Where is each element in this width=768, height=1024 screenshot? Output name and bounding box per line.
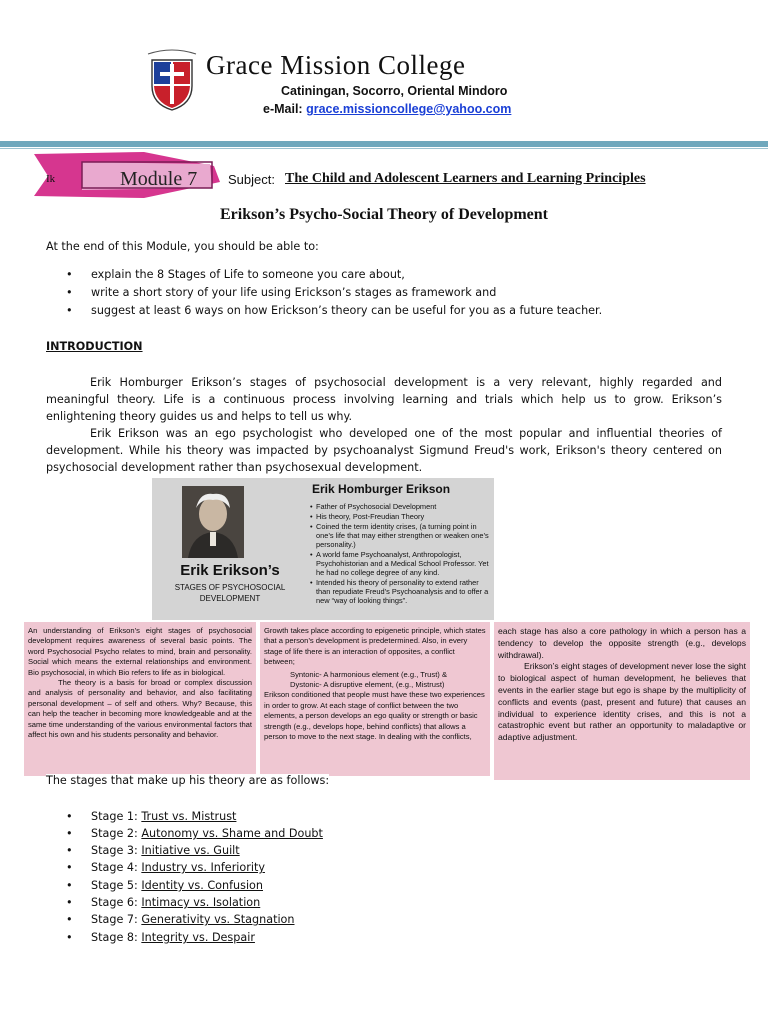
stage-name: Trust vs. Mistrust — [141, 810, 237, 823]
stage-item: • Stage 7: Generativity vs. Stagnation — [66, 913, 295, 926]
stage-name: Industry vs. Inferiority — [141, 861, 265, 874]
header-divider — [0, 141, 768, 147]
info-box-paragraph: Growth takes place according to epigenetic principle, which states that a person’s development is predetermined. Also, in every stage of life there is an interaction of opposites, a conflict between; — [264, 626, 486, 667]
objective-item: • write a short story of your life using Erickson’s stages as framework and — [66, 286, 497, 299]
stage-item: • Stage 1: Trust vs. Mistrust — [66, 810, 237, 823]
info-box-epigenetic — [260, 622, 490, 776]
stage-item: • Stage 8: Integrity vs. Despair — [66, 931, 255, 944]
objective-item: • suggest at least 6 ways on how Erickson’s theory can be useful for you as a future teacher. — [66, 304, 603, 317]
infographic-panel-title: Erik Homburger Erikson — [312, 482, 451, 496]
erikson-portrait-image — [182, 486, 244, 558]
info-box-dystonic: Dystonic- A disruptive element, (e.g., Mistrust) — [290, 680, 445, 690]
stage-label: Stage 5: — [91, 879, 138, 892]
stages-intro: The stages that make up his theory are as follows: — [46, 774, 330, 787]
objective-item: • explain the 8 Stages of Life to someone you care about, — [66, 268, 405, 281]
info-box-paragraph: each stage has also a core pathology in which a person has a tendency to develop the opposite strength (e.g., develops withdrawal). — [498, 626, 746, 660]
objective-text: explain the 8 Stages of Life to someone you care about, — [91, 268, 405, 281]
info-box-pathology — [494, 622, 750, 780]
subject-title: The Child and Adolescent Learners and Learning Principles — [285, 171, 646, 186]
infographic-facts-list — [310, 502, 490, 606]
college-email-line — [263, 102, 511, 116]
stage-label: Stage 1: — [91, 810, 138, 823]
objective-text: suggest at least 6 ways on how Erickson’s theory can be useful for you as a future teacher. — [91, 304, 603, 317]
fact-item: • Coined the term identity crises, (a turning point in one’s life that may either strengthen or weaken one’s personality.) — [310, 522, 490, 549]
stage-item: • Stage 4: Industry vs. Inferiority — [66, 861, 265, 874]
erikson-infographic — [152, 478, 494, 620]
stage-name: Intimacy vs. Isolation — [141, 896, 261, 909]
stage-label: Stage 3: — [91, 844, 138, 857]
introduction-heading: INTRODUCTION — [46, 340, 143, 353]
fact-item: • Intended his theory of personality to extend rather than repudiate Freud’s Psychoanalysis and to offer a new “way of looking things”. — [310, 578, 490, 605]
stage-name: Integrity vs. Despair — [141, 931, 255, 944]
module-label: Module 7 — [120, 168, 198, 190]
college-name: Grace Mission College — [206, 50, 466, 80]
email-label: e-Mail: — [263, 102, 303, 116]
stage-item: • Stage 3: Initiative vs. Guilt — [66, 844, 240, 857]
infographic-caption-name: Erik Erikson’s — [180, 562, 280, 579]
infographic-caption-sub: STAGES OF PSYCHOSOCIAL DEVELOPMENT — [174, 583, 286, 603]
info-box-paragraph: Erikson’s eight stages of development never lose the sight to biological aspect of human development, he believes that events in the earlier stage but ego is shape by the multiplicity of conflicts and events (past, present and future) that causes an individual to experience identity crises, and this is not a catastrophic event but rather an opportunity to maladaptive or adaptive adjustment. — [498, 661, 746, 743]
stage-item: • Stage 2: Autonomy vs. Shame and Doubt — [66, 827, 323, 840]
info-box-paragraph: The theory is a basis for broad or complex discussion and analysis of personality and behavior, and also facilitating personal development – of self and others. Why? Because, this can help the teacher in becoming more knowledgeable and at the same time understanding of the various environmental factors that affect his own and his students personality and behavior. — [28, 678, 252, 740]
email-link[interactable]: grace.missioncollege@yahoo.com — [306, 102, 512, 116]
stage-label: Stage 8: — [91, 931, 138, 944]
stage-name: Initiative vs. Guilt — [141, 844, 240, 857]
stage-label: Stage 7: — [91, 913, 138, 926]
stage-name: Autonomy vs. Shame and Doubt — [141, 827, 323, 840]
info-box-paragraph: Erikson conditioned that people must have these two experiences in order to grow. At each stage of conflict between the two elements, a person develops an ego quality or strength or basic strength (e.g., develops hope, behind conflicts) that allows a person to move to the next stage. In dealing with the conflicts, — [264, 690, 485, 742]
info-box-syntonic: Syntonic- A harmonious element (e.g., Trust) & — [290, 669, 448, 679]
fact-item: • Father of Psychosocial Development — [310, 502, 490, 511]
college-seal-logo — [146, 48, 198, 112]
college-address: Catiningan, Socorro, Oriental Mindoro — [281, 84, 508, 98]
document-title: Erikson’s Psycho-Social Theory of Development — [220, 206, 548, 223]
fact-item: • His theory, Post-Freudian Theory — [310, 512, 490, 521]
info-box-paragraph: An understanding of Erikson’s eight stages of psychosocial development requires awareness of several basic points. The word Psychosocial Psycho relates to mind, brain and personality. Social which means the external relationships and environment. Bio psychosocial, in which Bio refers to life as in biological. — [28, 626, 252, 677]
stage-label: Stage 4: — [91, 861, 138, 874]
info-box-basics — [24, 622, 256, 776]
subject-label: Subject: — [228, 172, 275, 187]
stage-name: Identity vs. Confusion — [141, 879, 263, 892]
intro-paragraph-1: Erik Homburger Erikson’s stages of psychosocial development is a very relevant, highly regarded and meaningful theory. Life is a continuous process involving learning and trials which help us to grow. Erikson’s enlightening theory guides us and helps to tell us why. — [46, 376, 722, 423]
stage-label: Stage 6: — [91, 896, 138, 909]
stage-item: • Stage 5: Identity vs. Confusion — [66, 879, 263, 892]
intro-paragraph-2: Erik Erikson was an ego psychologist who developed one of the most popular and influential theories of development. While his theory was impacted by psychoanalyst Sigmund Freud's work, Erikson's theory centered on psychosocial development rather than psychosexual development. — [46, 427, 722, 474]
stage-name: Generativity vs. Stagnation — [141, 913, 295, 926]
stage-item: • Stage 6: Intimacy vs. Isolation — [66, 896, 261, 909]
stage-label: Stage 2: — [91, 827, 138, 840]
fact-item: • A world fame Psychoanalyst, Anthropologist, Psychohistorian and a Medical School Professor. Yet he had no college degree of any kind. — [310, 550, 490, 577]
badge-small-text: Ik — [46, 173, 56, 185]
objectives-intro: At the end of this Module, you should be able to: — [46, 240, 319, 253]
objective-text: write a short story of your life using Erickson’s stages as framework and — [91, 286, 497, 299]
header-divider-thin — [0, 148, 768, 149]
